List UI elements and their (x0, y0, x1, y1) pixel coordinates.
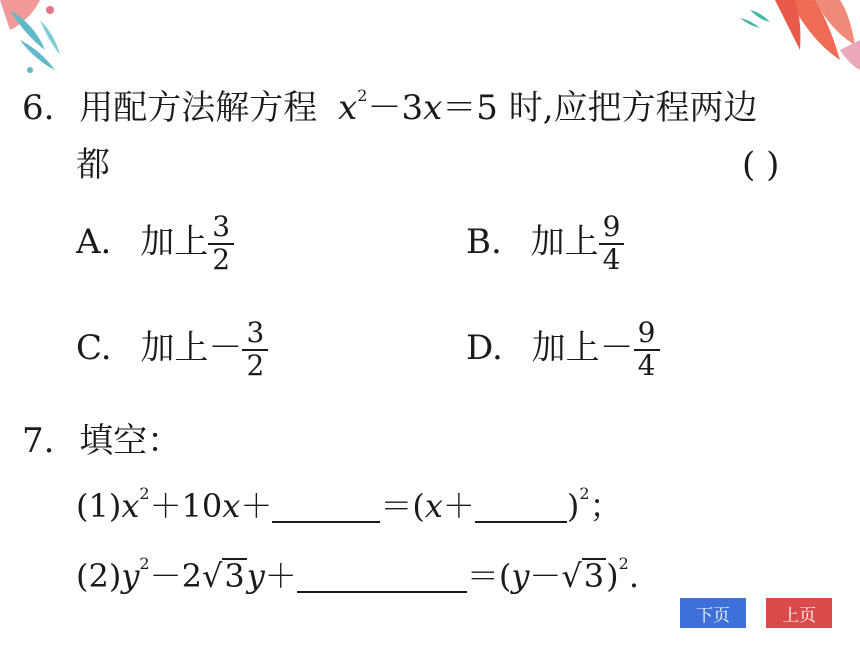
option-b[interactable] (466, 212, 624, 276)
option-d-denominator: 4 (637, 348, 656, 382)
q7-p1-blank2[interactable] (475, 491, 567, 523)
option-a-text: 加上 (140, 221, 209, 262)
q7-p1-eq: ＝( (380, 487, 425, 525)
q7-part2 (76, 556, 639, 593)
q7-p1-end: ； (589, 487, 622, 525)
q7-number: 7. (22, 421, 55, 461)
q7-p2-plus: ＋ (264, 557, 297, 595)
q7-part1 (76, 486, 622, 523)
previous-page-button[interactable]: 上页 (766, 598, 832, 628)
q7-p1-plus2: ＋ (442, 487, 475, 525)
q7-p2-mid: －2 (149, 557, 202, 595)
q6-eq-exponent: 2 (357, 86, 368, 105)
option-d-text: 加上－ (531, 327, 634, 368)
q7-title: 填空： (79, 421, 182, 461)
q7-p2-close: ) (606, 557, 619, 595)
option-b-fraction (599, 212, 625, 276)
option-a-denominator: 2 (212, 242, 231, 276)
option-c-label: C. (76, 327, 112, 368)
option-d-label: D. (466, 327, 503, 368)
q7-p1-x: x (121, 487, 140, 525)
q7-p2-sqrt: √ 3 (201, 557, 245, 595)
q7-p1-mid: ＋10 (149, 487, 223, 525)
option-b-denominator: 4 (602, 242, 621, 276)
option-a-numerator: 3 (212, 210, 231, 243)
q6-stem-text: 用配方法解方程 (79, 88, 318, 128)
option-c-denominator: 2 (246, 348, 265, 382)
q7-p2-minus: － (529, 557, 562, 595)
q7-p2-blank[interactable] (297, 561, 467, 593)
q7-p2-exponent: 2 (139, 554, 150, 573)
q6-eq-x: x (338, 88, 358, 128)
q6-eq-x2: x (423, 88, 443, 128)
next-page-button[interactable]: 下页 (680, 598, 746, 628)
q6-stem-continued: 都 (76, 145, 110, 185)
leaf-decoration-right-icon (730, 0, 860, 80)
q7-p1-close: ) (566, 487, 580, 525)
q7-p2-sqrt2: √ 3 (561, 557, 605, 595)
option-d-fraction (634, 318, 660, 382)
q7-p2-radicand2: 3 (583, 557, 605, 595)
option-b-label: B. (466, 221, 502, 262)
option-a-label: A. (76, 221, 112, 262)
option-a-fraction (208, 212, 234, 276)
leaf-decoration-left-icon (0, 0, 90, 90)
q7-p2-exponent2: 2 (618, 554, 629, 573)
q6-stem-line1 (22, 86, 758, 128)
answer-parenthesis: ( ) (742, 145, 780, 185)
q7-p2-label: (2) (76, 557, 122, 595)
q7-p2-eq: ＝( (466, 557, 512, 595)
q7-p1-blank1[interactable] (272, 491, 380, 523)
option-d[interactable] (466, 318, 660, 382)
q7-p1-plus: ＋ (240, 487, 273, 525)
option-d-numerator: 9 (637, 316, 656, 349)
q7-p2-y3: y (511, 557, 530, 595)
option-c-text: 加上－ (140, 327, 243, 368)
option-c-fraction (242, 318, 268, 382)
q7-p1-x3: x (424, 487, 443, 525)
q7-p1-exponent: 2 (139, 484, 150, 503)
q6-eq-minus3: －3 (367, 88, 424, 128)
q7-title-line (22, 421, 182, 461)
q7-p2-y: y (121, 557, 140, 595)
q6-stem-line2 (76, 145, 110, 185)
q7-p1-exponent2: 2 (579, 484, 590, 503)
q7-p2-radicand: 3 (224, 557, 245, 595)
option-a[interactable] (76, 212, 234, 276)
q7-p2-y2: y (246, 557, 265, 595)
q6-number: 6. (22, 88, 55, 128)
q7-p1-x2: x (222, 487, 241, 525)
q7-p1-label: (1) (76, 487, 122, 525)
option-c[interactable] (76, 318, 268, 382)
q7-p2-end: . (628, 557, 639, 595)
q6-eq-end: ＝5 时,应把方程两边 (442, 88, 758, 128)
option-b-text: 加上 (530, 221, 599, 262)
option-c-numerator: 3 (246, 316, 265, 349)
option-b-numerator: 9 (602, 210, 621, 243)
